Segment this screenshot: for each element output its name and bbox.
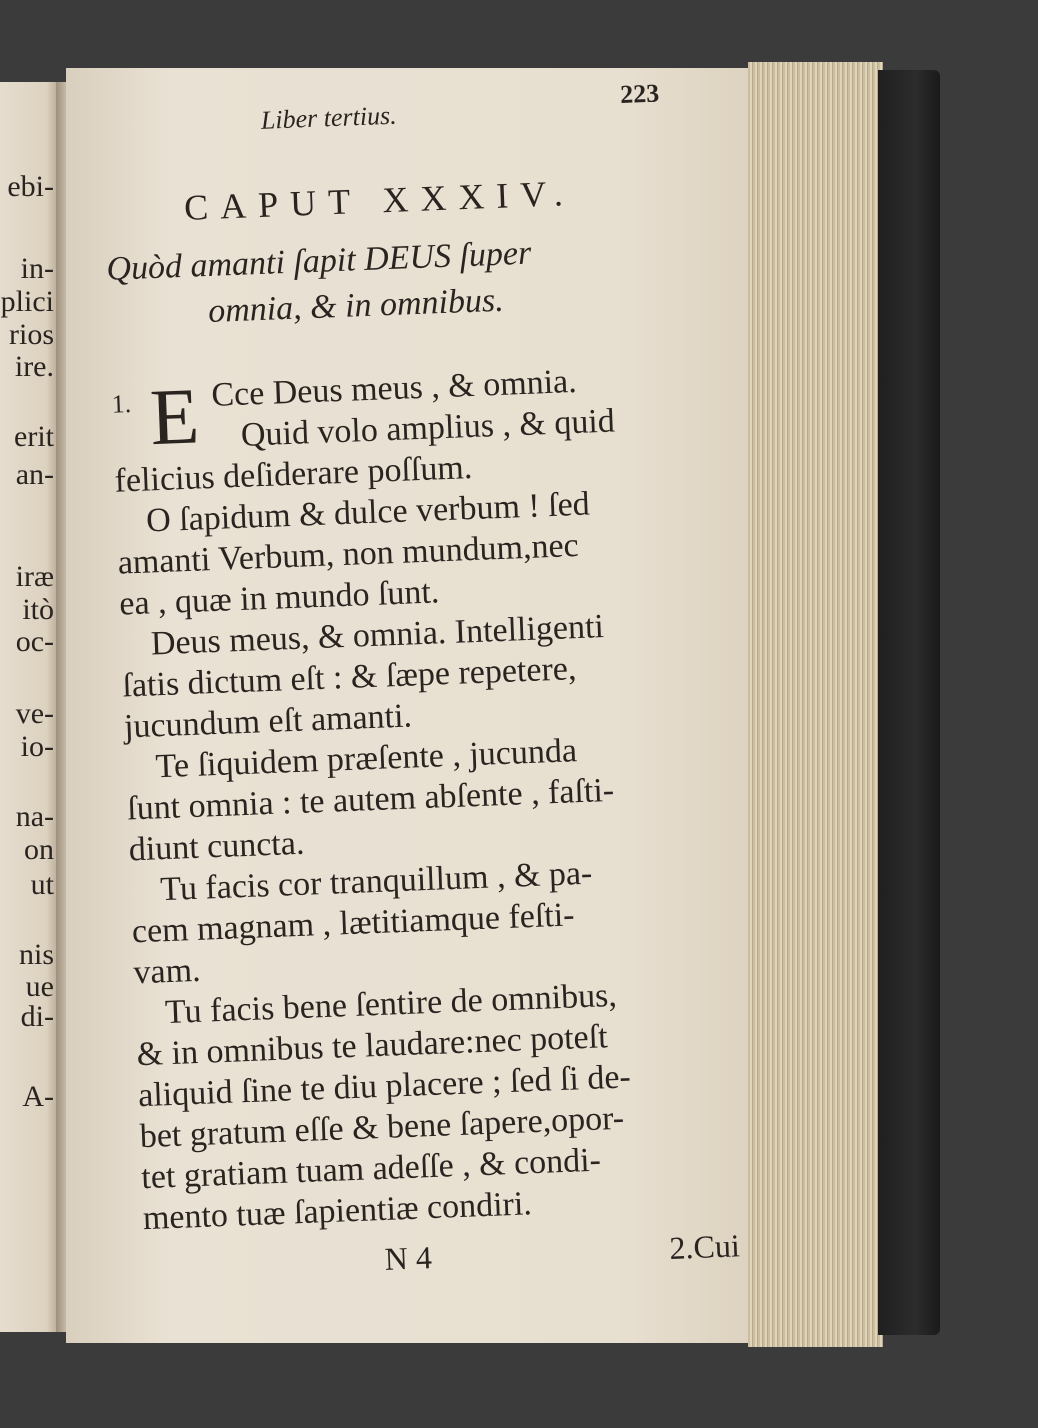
left-page-fragment: rios xyxy=(9,318,54,351)
text-line: Deus meus, & omnia. Intelligenti xyxy=(150,608,605,663)
left-page-fragment: plici xyxy=(0,285,54,318)
text-line: tet gratiam tuam adeſſe , & condi- xyxy=(140,1141,602,1197)
page-edges xyxy=(748,62,883,1347)
chapter-subtitle: omnia, & in omnibus. xyxy=(207,281,505,330)
text-line: ſunt omnia : te autem abſente , faſti- xyxy=(126,771,615,828)
text-line: cem magnam , lætitiamque feſti- xyxy=(131,896,576,951)
left-page-fragment: io- xyxy=(20,730,54,763)
left-page-fragment: oc- xyxy=(15,625,54,658)
drop-cap: E xyxy=(148,372,201,463)
left-page xyxy=(0,82,58,1332)
text-line: jucundum eſt amanti. xyxy=(123,697,413,746)
left-page-fragment: A- xyxy=(22,1080,54,1113)
text-line: vam. xyxy=(132,951,202,992)
left-page-fragment: na- xyxy=(15,800,54,833)
text-line: bet gratum eſſe & bene ſapere,opor- xyxy=(139,1099,625,1156)
left-page-fragment: itò xyxy=(22,593,54,626)
text-line: & in omnibus te laudare:nec poteſt xyxy=(135,1018,609,1074)
text-line: mento tuæ ſapientiæ condiri. xyxy=(142,1185,533,1238)
left-page-fragment: an- xyxy=(15,458,54,491)
text-line: felicius deſiderare poſſum. xyxy=(113,448,473,500)
text-line: amanti Verbum, non mundum,nec xyxy=(117,526,580,582)
text-line: O ſapidum & dulce verbum ! ſed xyxy=(145,485,591,540)
text-line: Cce Deus meus , & omnia. xyxy=(210,362,578,414)
book-cover xyxy=(878,70,940,1335)
left-page-fragment: ire. xyxy=(14,350,54,383)
left-page-fragment: di- xyxy=(20,1000,54,1033)
left-page-fragment: nis xyxy=(18,938,54,971)
left-page-fragment: erit xyxy=(14,420,54,453)
signature-mark: N 4 xyxy=(384,1239,433,1277)
left-page-fragment: in- xyxy=(20,252,54,285)
text-line: Tu facis cor tranquillum , & pa- xyxy=(159,854,593,909)
text-line: aliquid ſine te diu placere ; ſed ſi de- xyxy=(137,1058,632,1115)
text-line: diunt cuncta. xyxy=(128,824,306,869)
left-page-fragment: on xyxy=(24,833,54,866)
text-line: ea , quæ in mundo ſunt. xyxy=(118,573,440,623)
chapter-subtitle: Quòd amanti ſapit DEUS ſuper xyxy=(105,234,532,288)
text-line: Te ſiquidem præſente , jucunda xyxy=(154,732,578,786)
text-line: ſatis dictum eſt : & ſæpe repetere, xyxy=(121,650,578,705)
chapter-heading: CAPUT XXXIV. xyxy=(183,172,576,228)
left-page-fragment: ve- xyxy=(15,697,54,730)
text-line: Tu facis bene ſentire de omnibus, xyxy=(164,976,618,1032)
left-page-fragment: ue xyxy=(25,970,54,1003)
left-page-fragment: ebi- xyxy=(7,170,54,203)
running-head: Liber tertius. xyxy=(260,100,398,135)
left-page-fragment: iræ xyxy=(15,560,54,593)
left-page-fragment: ut xyxy=(30,868,54,901)
page-number: 223 xyxy=(619,78,660,110)
text-line: Quid volo amplius , & quid xyxy=(240,402,616,454)
verse-number: 1. xyxy=(111,389,132,419)
catchword: 2.Cui xyxy=(668,1227,741,1266)
